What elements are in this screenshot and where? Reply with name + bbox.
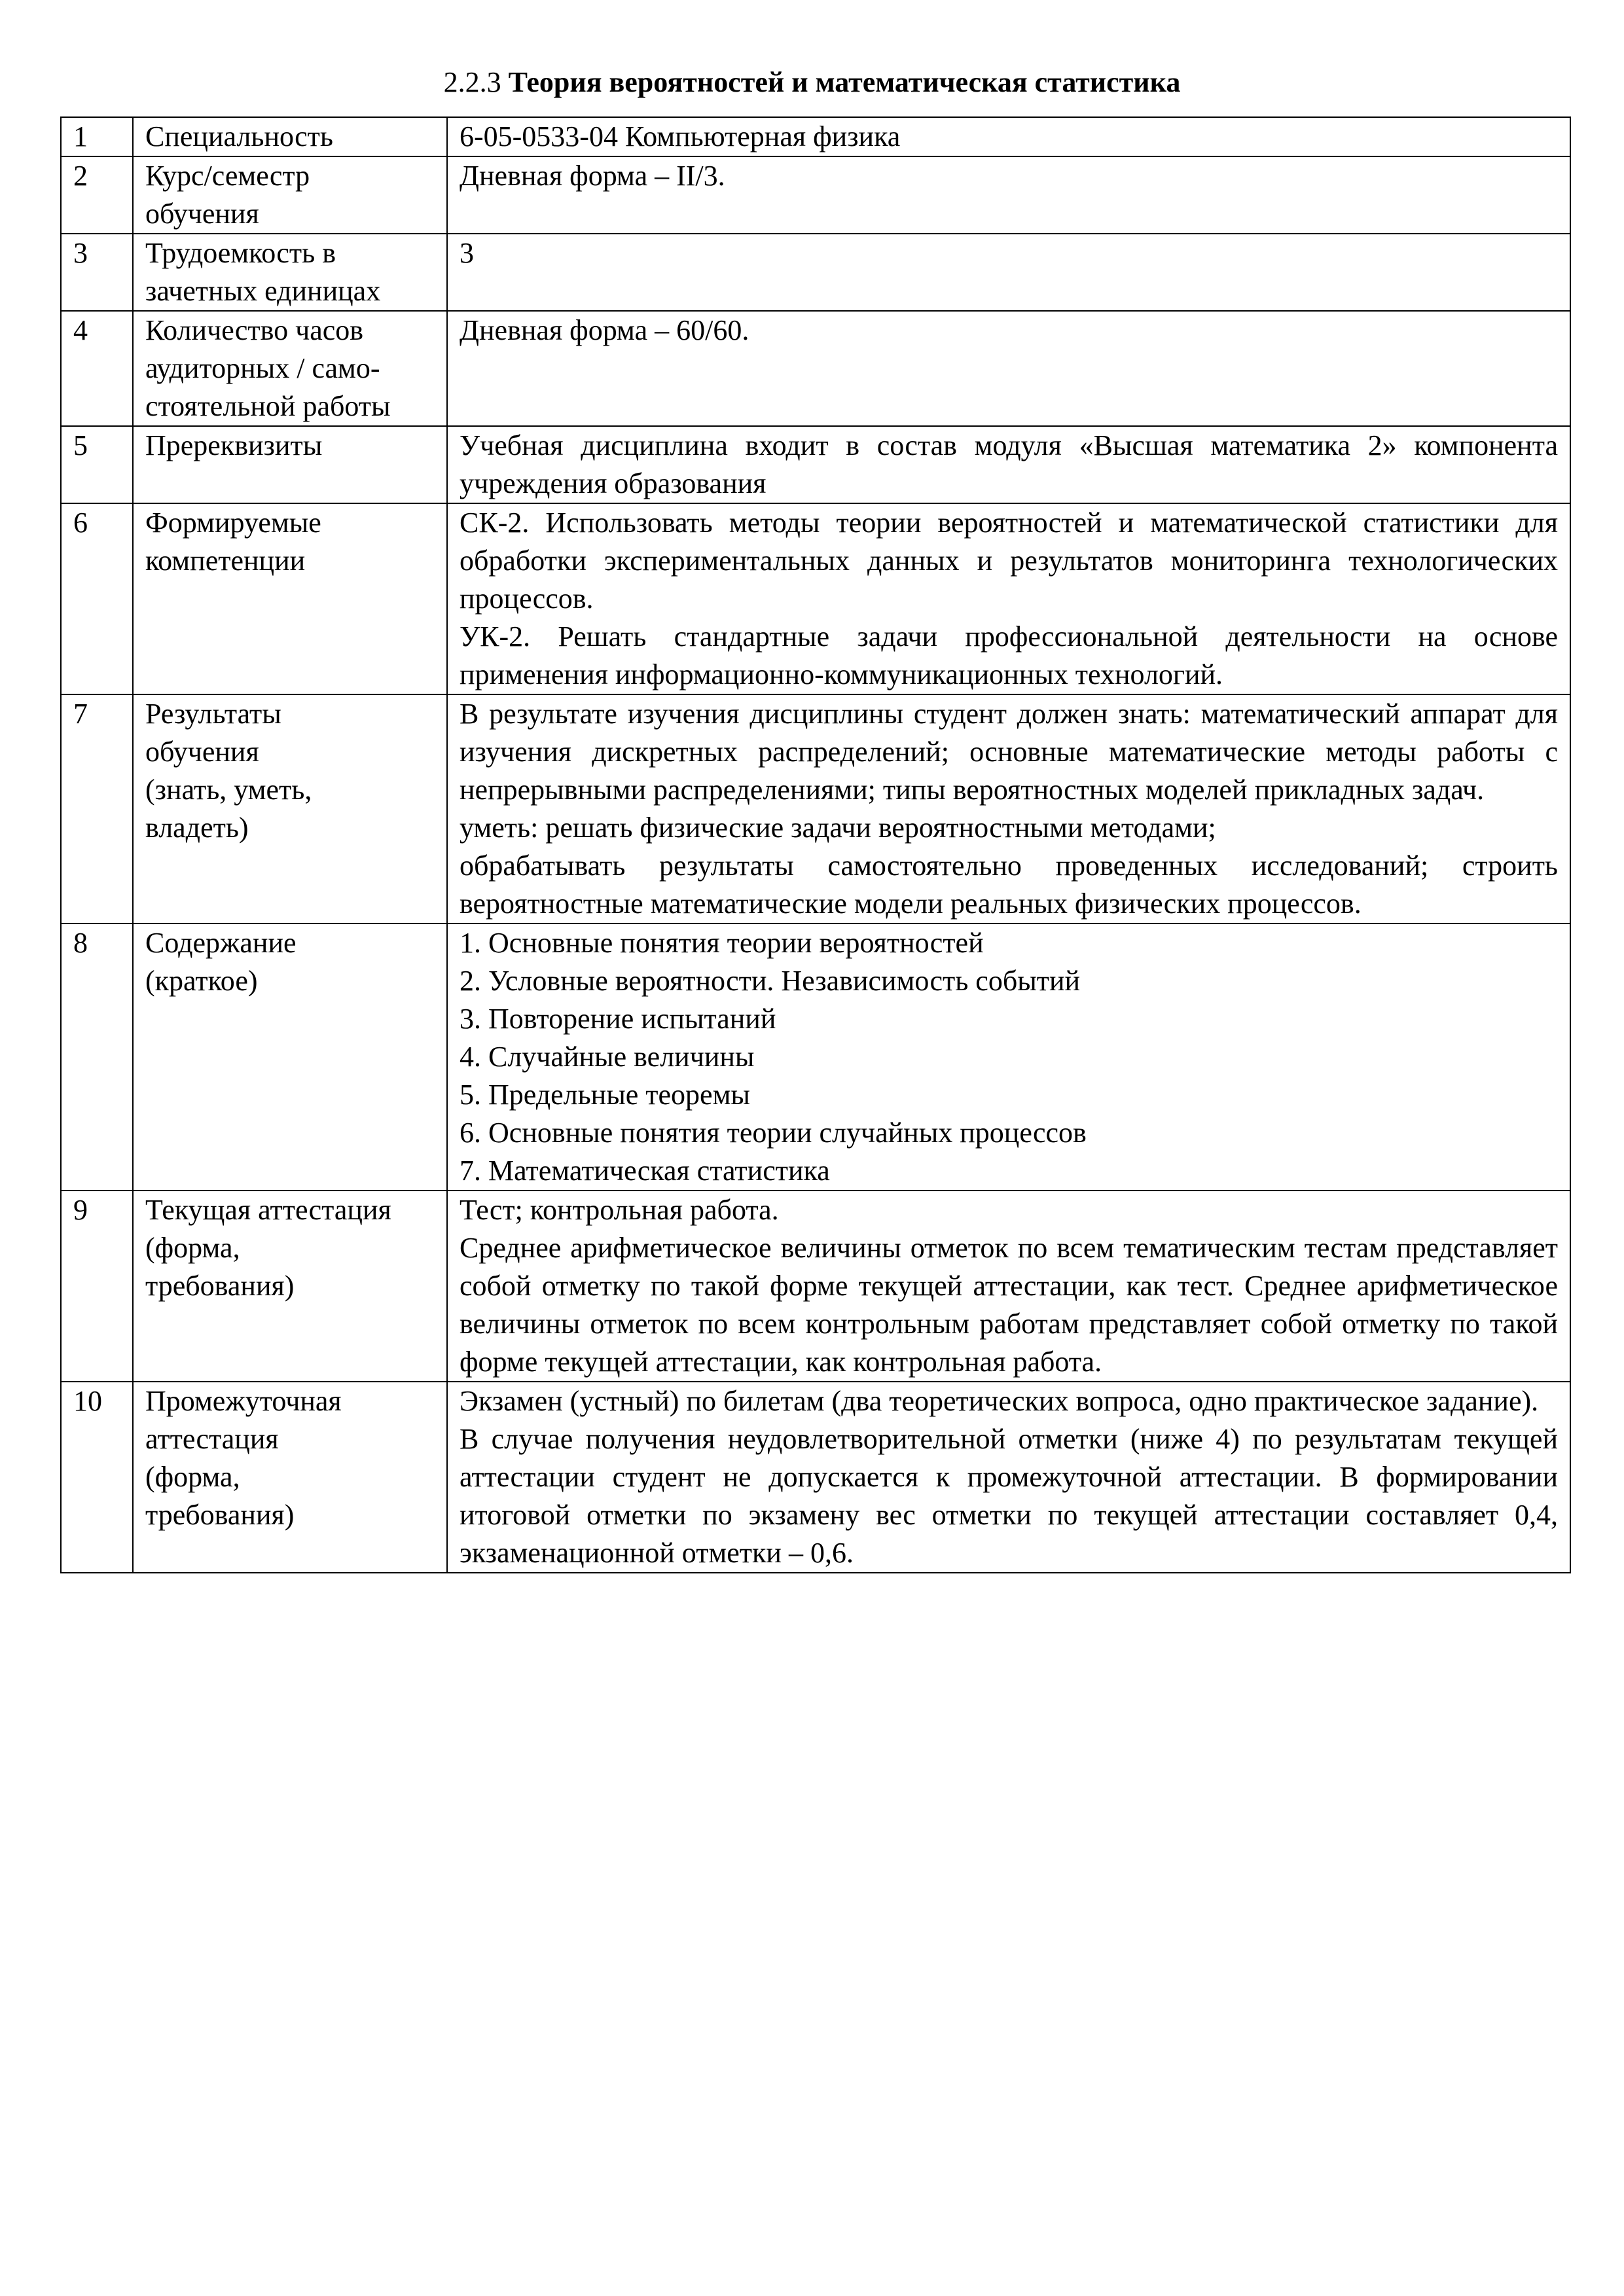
table-row <box>61 1382 1570 1573</box>
row-number: 8 <box>61 924 133 1191</box>
row-label <box>133 234 447 311</box>
row-number: 3 <box>61 234 133 311</box>
discipline-info-table <box>60 117 1571 1573</box>
row-content-paragraph: Дневная форма – 60/60. <box>460 314 749 346</box>
row-content-paragraph: УК-2. Решать стандартные задачи профессиональной деятельности на основе применения информационно-коммуникационных технологий. <box>460 620 1558 691</box>
row-number: 10 <box>61 1382 133 1573</box>
row-label-line: Текущая аттестация <box>145 1194 391 1226</box>
table-row <box>61 311 1570 426</box>
row-label-line: Количество часов <box>145 314 364 346</box>
row-label-line: обучения <box>145 736 259 768</box>
table-row <box>61 426 1570 503</box>
row-label-line: Пререквизиты <box>145 429 323 461</box>
row-number: 4 <box>61 311 133 426</box>
row-number: 1 <box>61 117 133 156</box>
row-label-line: (знать, уметь, <box>145 774 312 806</box>
row-content-paragraph: 1. Основные понятия теории вероятностей <box>460 927 984 959</box>
row-content-paragraph: 6-05-0533-04 Компьютерная физика <box>460 120 901 152</box>
row-label <box>133 426 447 503</box>
row-content-paragraph: В случае получения неудовлетворительной отметки (ниже 4) по результатам текущей аттестации студент не допускается к промежуточной аттестации. В формировании итоговой отметки по экзамену вес отметки по текущей аттестации составляет 0,4, экзаменационной отметки – 0,6. <box>460 1423 1558 1569</box>
row-label-line: требования) <box>145 1270 295 1302</box>
row-content-paragraph: 3 <box>460 237 474 269</box>
row-label <box>133 156 447 234</box>
row-label-line: Специальность <box>145 120 333 152</box>
row-content <box>447 924 1570 1191</box>
row-label-line: Формируемые <box>145 507 321 539</box>
table-row <box>61 694 1570 924</box>
row-content-paragraph: 5. Предельные теоремы <box>460 1079 750 1111</box>
row-content-paragraph: обрабатывать результаты самостоятельно проведенных исследований; строить вероятностные математические модели реальных физических процессов. <box>460 850 1558 920</box>
row-label-line: стоятельной работы <box>145 390 391 422</box>
table-row <box>61 156 1570 234</box>
table-row <box>61 1191 1570 1382</box>
row-label <box>133 117 447 156</box>
row-content-paragraph: Тест; контрольная работа. <box>460 1194 779 1226</box>
row-label <box>133 503 447 694</box>
row-content-paragraph: уметь: решать физические задачи вероятностными методами; <box>460 812 1216 844</box>
table-row <box>61 503 1570 694</box>
row-label <box>133 1382 447 1573</box>
row-label-line: Содержание <box>145 927 297 959</box>
row-label <box>133 1191 447 1382</box>
row-label-line: аудиторных / само- <box>145 352 380 384</box>
row-label <box>133 311 447 426</box>
row-label-line: (краткое) <box>145 965 258 997</box>
table-body <box>61 117 1570 1573</box>
row-label-line: Результаты <box>145 698 281 730</box>
row-content-paragraph: Среднее арифметическое величины отметок по всем тематическим тестам представляет собой отметку по такой форме текущей аттестации, как тест. Среднее арифметическое величины отметок по всем контрольным работам представляет собой отметку по такой форме текущей аттестации, как контрольная работа. <box>460 1232 1558 1378</box>
row-content <box>447 1191 1570 1382</box>
row-label-line: аттестация <box>145 1423 279 1455</box>
row-content-paragraph: 2. Условные вероятности. Независимость событий <box>460 965 1081 997</box>
row-content-paragraph: 7. Математическая статистика <box>460 1155 830 1187</box>
row-label-line: компетенции <box>145 545 306 577</box>
row-label-line: владеть) <box>145 812 249 844</box>
row-content <box>447 694 1570 924</box>
row-label-line: Промежуточная <box>145 1385 342 1417</box>
row-label-line: обучения <box>145 198 259 230</box>
row-content-paragraph: 6. Основные понятия теории случайных процессов <box>460 1117 1087 1149</box>
row-content <box>447 1382 1570 1573</box>
row-content <box>447 311 1570 426</box>
row-label-line: Курс/семестр <box>145 160 310 192</box>
row-content <box>447 234 1570 311</box>
row-content-paragraph: В результате изучения дисциплины студент должен знать: математический аппарат для изучения дискретных распределений; основные математические методы работы с непрерывными распределениями; типы вероятностных моделей прикладных задач. <box>460 698 1558 806</box>
row-content-paragraph: Экзамен (устный) по билетам (два теоретических вопроса, одно практическое задание). <box>460 1385 1539 1417</box>
row-label-line: зачетных единицах <box>145 275 381 307</box>
row-content-paragraph: Учебная дисциплина входит в состав модуля «Высшая математика 2» компонента учреждения образования <box>460 429 1558 499</box>
row-content-paragraph: Дневная форма – II/3. <box>460 160 725 192</box>
row-label <box>133 694 447 924</box>
row-label-line: Трудоемкость в <box>145 237 336 269</box>
row-content <box>447 156 1570 234</box>
row-label-line: (форма, <box>145 1232 240 1264</box>
row-content <box>447 503 1570 694</box>
row-number: 7 <box>61 694 133 924</box>
section-number: 2.2.3 <box>443 66 501 98</box>
row-label-line: (форма, <box>145 1461 240 1493</box>
row-content-paragraph: 4. Случайные величины <box>460 1041 755 1073</box>
section-title: Теория вероятностей и математическая статистика <box>508 66 1181 98</box>
table-row <box>61 117 1570 156</box>
row-number: 6 <box>61 503 133 694</box>
row-content-paragraph: 3. Повторение испытаний <box>460 1003 776 1035</box>
table-row <box>61 924 1570 1191</box>
row-number: 2 <box>61 156 133 234</box>
row-content <box>447 117 1570 156</box>
row-content-paragraph: СК-2. Использовать методы теории вероятностей и математической статистики для обработки экспериментальных данных и результатов мониторинга технологических процессов. <box>460 507 1558 615</box>
row-label <box>133 924 447 1191</box>
row-content <box>447 426 1570 503</box>
row-number: 5 <box>61 426 133 503</box>
page-title <box>0 65 1624 99</box>
table-row <box>61 234 1570 311</box>
row-label-line: требования) <box>145 1499 295 1531</box>
row-number: 9 <box>61 1191 133 1382</box>
